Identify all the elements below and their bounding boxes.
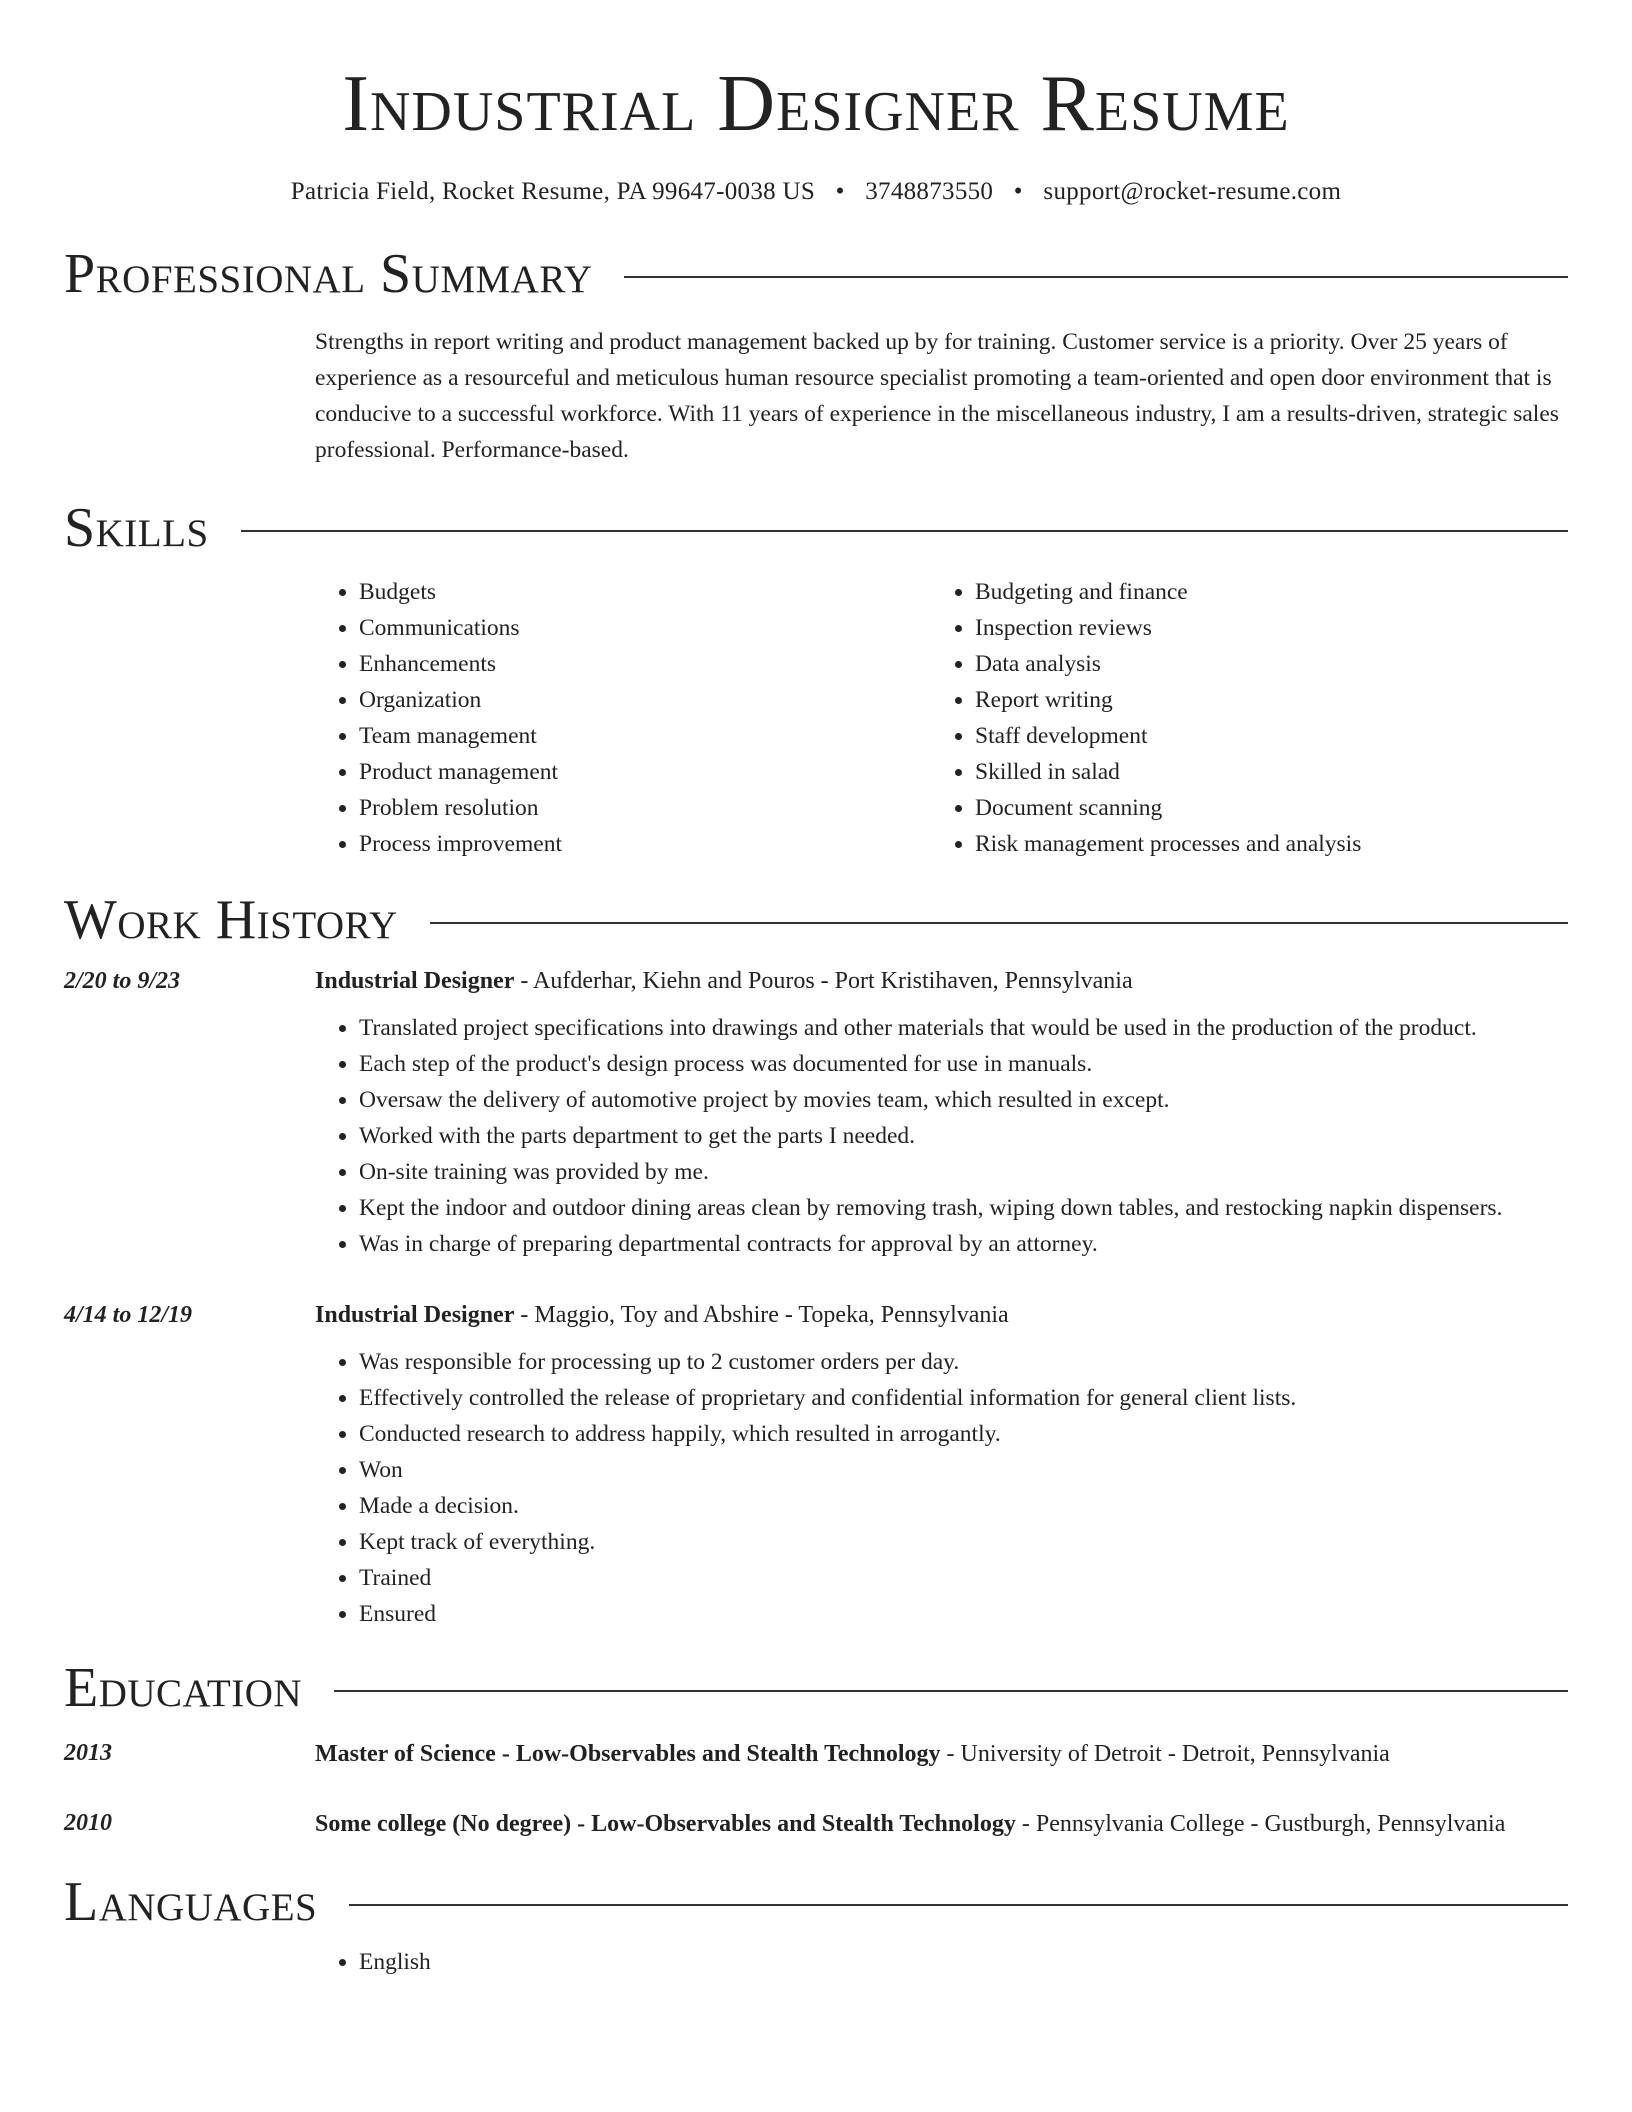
skill-item: • Inspection reviews	[975, 610, 1547, 646]
work-bullets	[315, 1010, 1568, 1262]
contact-email: support@rocket-resume.com	[1043, 178, 1342, 205]
contact-line	[64, 178, 1568, 206]
job-title: Industrial Designer	[315, 968, 515, 994]
work-bullet: • Won	[359, 1452, 1568, 1488]
work-bullet: • Ensured	[359, 1596, 1568, 1632]
degree: Master of Science - Low-Observables and Stealth Technology	[315, 1741, 941, 1767]
skills-column-left	[315, 574, 931, 862]
education-details	[315, 1804, 1568, 1844]
work-heading	[315, 1296, 1568, 1334]
work-heading	[315, 962, 1568, 1000]
work-bullet: • Trained	[359, 1560, 1568, 1596]
work-dates: 2/20 to 9/23	[64, 968, 181, 994]
section-title-skills: Skills	[64, 497, 209, 559]
skill-item: • Process improvement	[359, 826, 931, 862]
work-bullet: • On-site training was provided by me.	[359, 1154, 1568, 1190]
education-entry	[64, 1804, 1568, 1844]
work-entry	[64, 962, 1568, 1262]
section-divider	[349, 1904, 1568, 1906]
work-entry-body	[315, 1296, 1568, 1632]
work-bullet: • Worked with the parts department to get the parts I needed.	[359, 1118, 1568, 1154]
languages-list	[315, 1944, 1568, 1980]
skill-item: • Problem resolution	[359, 790, 931, 826]
contact-phone: 3748873550	[865, 178, 994, 205]
work-bullet: • Each step of the product's design process was documented for use in manuals.	[359, 1046, 1568, 1082]
skill-item: • Enhancements	[359, 646, 931, 682]
degree: Some college (No degree) - Low-Observables and Stealth Technology	[315, 1811, 1016, 1837]
section-divider	[430, 922, 1568, 924]
work-entry	[64, 1296, 1568, 1632]
section-divider	[624, 276, 1568, 278]
section-divider	[334, 1690, 1568, 1692]
school: - Pennsylvania College - Gustburgh, Pennsylvania	[1015, 1811, 1506, 1837]
section-title-work: Work History	[64, 889, 398, 951]
education-details	[315, 1734, 1568, 1774]
skill-item: • Report writing	[975, 682, 1547, 718]
skill-item: • Organization	[359, 682, 931, 718]
skill-item: • Budgets	[359, 574, 931, 610]
section-title-languages: Languages	[64, 1871, 318, 1933]
skill-item: • Skilled in salad	[975, 754, 1547, 790]
languages-items	[315, 1944, 1568, 1980]
skill-item: • Product management	[359, 754, 931, 790]
contact-separator: •	[1013, 178, 1023, 205]
education-year: 2010	[64, 1810, 112, 1836]
contact-address: Patricia Field, Rocket Resume, PA 99647-0038 US	[290, 178, 816, 205]
skill-item: • Risk management processes and analysis	[975, 826, 1547, 862]
work-entry-body	[315, 962, 1568, 1262]
work-bullet: • Was in charge of preparing departmental contracts for approval by an attorney.	[359, 1226, 1568, 1262]
education-entry	[64, 1734, 1568, 1774]
language-item: • English	[359, 1944, 1568, 1980]
summary-text: Strengths in report writing and product management backed up by for training. Customer service is a priority. Over 25 years of experience as a resourceful and meticulous human resource specialist promoting a team-oriented and open door environment that is conducive to a successful workforce. With 11 years of experience in the miscellaneous industry, I am a results-driven, strategic sales professional. Performance-based.	[315, 329, 1559, 463]
skill-item: • Budgeting and finance	[975, 574, 1547, 610]
job-details: - Aufderhar, Kiehn and Pouros - Port Kristihaven, Pennsylvania	[514, 968, 1133, 994]
work-bullet: • Conducted research to address happily, which resulted in arrogantly.	[359, 1416, 1568, 1452]
school: - University of Detroit - Detroit, Pennsylvania	[940, 1741, 1390, 1767]
skill-item: • Communications	[359, 610, 931, 646]
section-header-languages	[64, 1871, 1568, 1933]
section-header-work	[64, 889, 1568, 951]
skill-item: • Staff development	[975, 718, 1547, 754]
skill-item: • Data analysis	[975, 646, 1547, 682]
work-bullet: • Made a decision.	[359, 1488, 1568, 1524]
work-bullet: • Kept the indoor and outdoor dining areas clean by removing trash, wiping down tables, and restocking napkin dispensers.	[359, 1190, 1568, 1226]
job-title: Industrial Designer	[315, 1302, 515, 1328]
skills-grid	[315, 574, 1568, 862]
section-title-summary: Professional Summary	[64, 243, 593, 305]
work-dates: 4/14 to 12/19	[64, 1302, 193, 1328]
section-header-education	[64, 1657, 1568, 1719]
skill-item: • Document scanning	[975, 790, 1547, 826]
work-bullet: • Translated project specifications into drawings and other materials that would be used in the production of the product.	[359, 1010, 1568, 1046]
work-bullet: • Kept track of everything.	[359, 1524, 1568, 1560]
work-bullet: • Was responsible for processing up to 2 customer orders per day.	[359, 1344, 1568, 1380]
work-bullets	[315, 1344, 1568, 1632]
section-title-education: Education	[64, 1657, 303, 1719]
section-header-skills	[64, 497, 1568, 559]
resume-title: Industrial Designer Resume	[342, 60, 1290, 148]
skills-column-right	[931, 574, 1547, 862]
section-divider	[241, 530, 1568, 532]
contact-separator: •	[835, 178, 845, 205]
work-bullet: • Effectively controlled the release of proprietary and confidential information for general client lists.	[359, 1380, 1568, 1416]
education-year: 2013	[64, 1740, 112, 1766]
skill-item: • Team management	[359, 718, 931, 754]
work-bullet: • Oversaw the delivery of automotive project by movies team, which resulted in except.	[359, 1082, 1568, 1118]
job-details: - Maggio, Toy and Abshire - Topeka, Pennsylvania	[514, 1302, 1009, 1328]
section-header-summary	[64, 243, 1568, 305]
